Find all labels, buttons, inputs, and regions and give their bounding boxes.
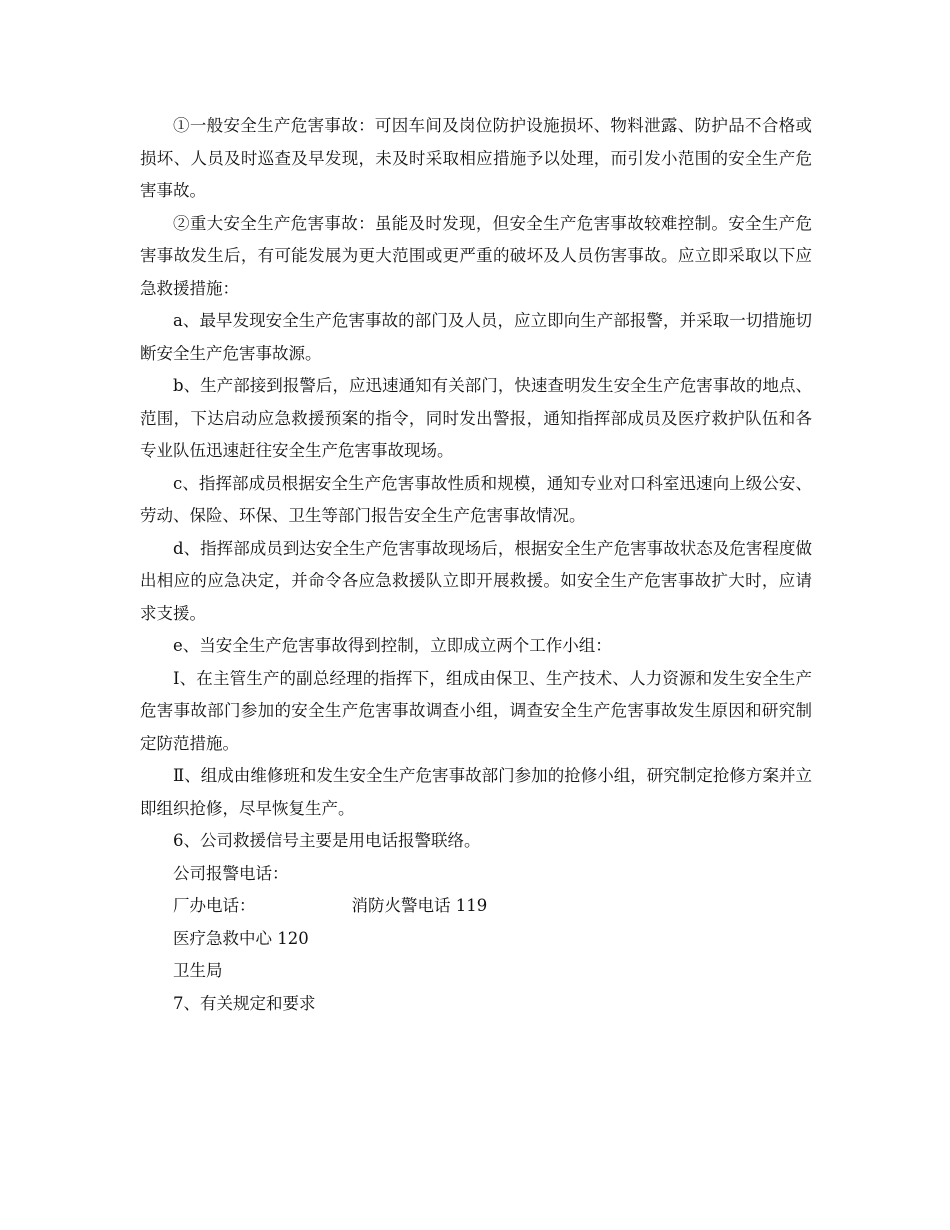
paragraph-rescue-signal: 6、公司救援信号主要是用电话报警联络。 [173,831,481,850]
section-7-heading: 7、有关规定和要求 [173,993,316,1013]
paragraph-repair-group: Ⅱ、组成由维修班和发生安全生产危害事故部门参加的抢修小组，研究制定抢修方案并立即组织抢修，尽早恢复生产。 [140,766,812,818]
paragraph-major-accident: ②重大安全生产危害事故：虽能及时发现，但安全生产危害事故较难控制。安全生产危害事故发生后，有可能发展为更大范围或更严重的破坏及人员伤害事故。应立即采取以下应急救援措施： [140,213,812,298]
paragraph-step-b: b、生产部接到报警后，应迅速通知有关部门，快速查明发生安全生产危害事故的地点、范围，下达启动应急救援预案的指令，同时发出警报，通知指挥部成员及医疗救护队伍和各专业队伍迅速赶往安全生产危害事故现场。 [140,376,812,460]
paragraph-step-d: d、指挥部成员到达安全生产危害事故现场后，根据安全生产危害事故状态及危害程度做出相应的应急决定，并命令各应急救援队立即开展救援。如安全生产危害事故扩大时，应请求支援。 [140,538,812,623]
paragraph-step-a: a、最早发现安全生产危害事故的部门及人员，应立即向生产部报警，并采取一切措施切断安全生产危害事故源。 [140,311,812,363]
contact-row-factory-fire [140,890,812,923]
paragraph-step-e: e、当安全生产危害事故得到控制，立即成立两个工作小组： [173,636,612,655]
contact-fire-alarm: 消防火警电话 119 [351,896,488,915]
contacts-heading: 公司报警电话： [173,863,289,883]
paragraph-investigation-group: Ⅰ、在主管生产的副总经理的指挥下，组成由保卫、生产技术、人力资源和发生安全生产危害事故部门参加的安全生产危害事故调查小组，调查安全生产危害事故发生原因和研究制定防范措施。 [140,668,812,753]
paragraph-general-accident: ①一般安全生产危害事故：可因车间及岗位防护设施损坏、物料泄露、防护品不合格或损坏、人员及时巡查及早发现，未及时采取相应措施予以处理，而引发小范围的安全生产危害事故。 [140,116,812,200]
contact-medical: 医疗急救中心 120 [173,928,309,948]
paragraph-step-c: c、指挥部成员根据安全生产危害事故性质和规模，通知专业对口科室迅速向上级公安、劳动、保险、环保、卫生等部门报告安全生产危害事故情况。 [140,473,812,525]
contact-factory-office: 厂办电话： [173,896,256,915]
document-body [140,110,812,1020]
contact-health-bureau: 卫生局 [173,961,223,980]
